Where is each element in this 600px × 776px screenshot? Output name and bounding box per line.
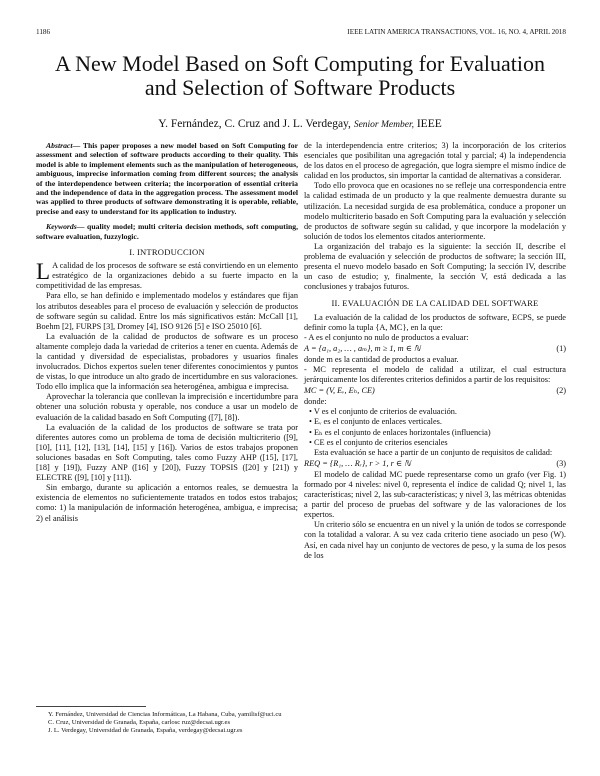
- footnotes: [36, 711, 298, 735]
- footnote-rule: [36, 706, 146, 707]
- member-grade: Senior Member,: [353, 120, 414, 130]
- drop-cap: L: [36, 259, 51, 285]
- right-paragraph-3: La organización del trabajo es la siguiente: la sección II, describe el problema de evaluación y selección de productos de software; la sección III, presenta el nuevo modelo basado en Soft Computing; la sección IV, describe un caso de estudio; y, finalmente, la sección V, está dedicada a las conclusiones y trabajos futuros.: [304, 241, 566, 292]
- bullet-2: • Eᵥ es el conjunto de enlaces verticales.: [309, 417, 442, 427]
- author-names: Y. Fernández, C. Cruz and J. L. Verdegay,: [158, 118, 351, 130]
- right-paragraph-7: - MC representa el modelo de calidad a utilizar, el cual estructura jerárquicamente los diferentes criterios definidos a partir de los requisitos:: [304, 364, 566, 385]
- intro-paragraph-1: [36, 261, 298, 291]
- right-paragraph-9: Esta evaluación se hace a partir de un conjunto de requisitos de calidad:: [314, 447, 553, 457]
- intro-paragraph-6: Sin embargo, durante su aplicación a entornos reales, se demuestra la existencia de elementos no suficientemente tratados en todos estos trabajos; como: 1) la manipulación de información heterogénea, ambigua, e imprecisa; 2) el análisis: [36, 483, 298, 523]
- right-paragraph-5: - A es el conjunto no nulo de productos a evaluar:: [304, 332, 469, 342]
- footnote-1: Y. Fernández, Universidad de Ciencias Informáticas, La Habana, Cuba, yamilisf@uci.cu: [48, 711, 282, 718]
- intro-paragraph-5: La evaluación de la calidad de los productos de software se trata por diferentes autores como un problema de toma de decisión multicriterio ([9], [10], [11], [12], [13], [14], [15] y [16]). Varios de estos trabajos proponen soluciones basadas en Soft Computing, tales como Fuzzy AHP ([15], [17], [18] y [19]), Fuzzy ANP ([16] y [20]), Fuzzy TOPSIS ([20] y [21]) y ELECTRE ([9], [10] y [11]).: [36, 422, 298, 483]
- equation-2-number: (2): [556, 386, 566, 396]
- journal-header: IEEE LATIN AMERICA TRANSACTIONS, VOL. 16, NO. 4, APRIL 2018: [347, 28, 566, 36]
- page-number: 1186: [36, 28, 51, 36]
- left-column: [36, 141, 298, 524]
- section-heading-intro: I. INTRODUCCION: [129, 247, 205, 258]
- bullet-3: • Eₕ es el conjunto de enlaces horizontales (influencia): [309, 427, 491, 437]
- intro-paragraph-1-text: A calidad de los procesos de software se está convirtiendo en un elemento estratégico de la organizaciones debido a su fuerte impacto en la competitividad de las empresas.: [36, 261, 298, 291]
- abstract-label: Abstract: [46, 141, 73, 150]
- paper-title: A New Model Based on Soft Computing for Evaluation and Selection of Software Products: [54, 51, 546, 100]
- right-paragraph-8: donde:: [304, 397, 327, 407]
- equation-3-number: (3): [556, 458, 566, 468]
- intro-paragraph-4: Aprovechar la tolerancia que conllevan la imprecisión e incertidumbre para obtener una solución robusta y operable, nos conduce a usar un modelo de evaluación de la calidad basado en Soft Computing ([7], [8]).: [36, 392, 298, 422]
- right-paragraph-6: donde m es la cantidad de productos a evaluar.: [304, 354, 459, 364]
- equation-1-body: A = {a₁, a₂, … , aₘ}, m ≥ 1, m ∈ ℕ: [304, 343, 421, 353]
- keywords-label: Keywords: [46, 222, 77, 232]
- author-org: IEEE: [416, 118, 442, 130]
- equation-1: [304, 344, 566, 354]
- abstract-text: — This paper proposes a new model based on Soft Computing for assessment and selection of software products according to their quality. This model is able to implement elements such as the manipulation of heterogeneous, ambiguous, imprecise information coming from different sources; the analysis of the interdependence between criteria; the incorporation of essential criteria and the independence of data in the aggregation process. The assessment model was applied to three products of software demonstrating it is operable, reliable, precise and easy to understand for its application to industry.: [36, 141, 298, 216]
- equation-2-body: MC = (V, Eᵥ, Eₕ, CE): [304, 386, 375, 396]
- abstract: [36, 141, 298, 216]
- authors-line: [40, 118, 560, 130]
- right-paragraph-11: Un criterio sólo se encuentra en un nivel y la unión de todos se corresponde con la totalidad a valorar. A su vez cada criterio tiene asociado un peso (W). Así, en cada nivel hay un conjunto de vectores de peso, y la suma de los pesos de los: [304, 520, 566, 560]
- equation-3-body: REQ = {R₁, … Rᵣ}, r > 1, r ∈ ℕ: [304, 458, 411, 468]
- right-column: [304, 141, 566, 561]
- equation-3: [304, 459, 566, 469]
- footnote-3: J. L. Verdegay, Universidad de Granada, España, verdegay@decsai.ugr.es: [48, 727, 243, 735]
- equation-1-number: (1): [556, 343, 566, 353]
- bullet-1: • V es el conjunto de criterios de evaluación.: [309, 407, 457, 417]
- right-paragraph-1: de la interdependencia entre criterios; 3) la incorporación de los criterios esenciales que posibilitan una agregación total y parcial; 4) la independencia de los datos en el proceso de agregación, que logra siempre el mismo índice de calidad en los productos, sin importar la cantidad de alternativas a considerar.: [304, 141, 566, 181]
- keywords: [36, 222, 298, 241]
- right-paragraph-10: El modelo de calidad MC puede representarse como un grafo (ver Fig. 1) formado por 4 niveles: nivel 0, representa el índice de calidad Q; nivel 1, las características; nivel 2, las sub-características; y nivel 3, las métricas obtenidas a partir del proceso de pruebas del software y de las valoraciones de los expertos.: [304, 469, 566, 520]
- keywords-text: — quality model; multi criteria decision methods, soft computing, software evaluation, fuzzylogic.: [36, 222, 298, 241]
- right-paragraph-4: La evaluación de la calidad de los productos de software, ECPS, se puede definir como la tupla {A, MC}, en la que:: [304, 312, 566, 332]
- intro-paragraph-3: La evaluación de la calidad de productos de software es un proceso altamente complejo dada la variedad de criterios a tener en cuenta. Además de la cantidad y diversidad de especialistas, probadores y usuarios finales involucrados. Dichos expertos suelen tener diferentes conocimientos y puntos de vistas, lo que introduce un alto grado de incertidumbre en sus valoraciones. Todo ello implica que la información sea heterogénea, ambigua e imprecisa.: [36, 331, 298, 392]
- intro-paragraph-2: Para ello, se han definido e implementado modelos y estándares que fijan los atributos deseables para el proceso de evaluación y selección de productos de software según su calidad. Entre los más significativos están: McCall [1], Boehm [2], FURPS [3], Dromey [4], ISO 9126 [5] e ISO 25010 [6].: [36, 291, 298, 331]
- bullet-4: • CE es el conjunto de criterios esenciales: [309, 437, 448, 447]
- footnote-2: C. Cruz, Universidad de Granada, España, carlosc ruz@decsai.ugr.es: [48, 719, 231, 727]
- right-paragraph-2: Todo ello provoca que en ocasiones no se refleje una correspondencia entre la calidad estimada de un producto y la que realmente demuestra durante su utilización. La necesidad surgida de esa problemática, conduce a proponer un modelo multicriterio basado en Soft Computing para la evaluación y selección de productos de software según su calidad, y que incorpore la modelación y solución de todos los elementos citados anteriormente.: [304, 181, 566, 241]
- section-heading-2: II. EVALUACIÓN DE LA CALIDAD DEL SOFTWARE: [331, 298, 539, 309]
- equation-2: [304, 386, 566, 396]
